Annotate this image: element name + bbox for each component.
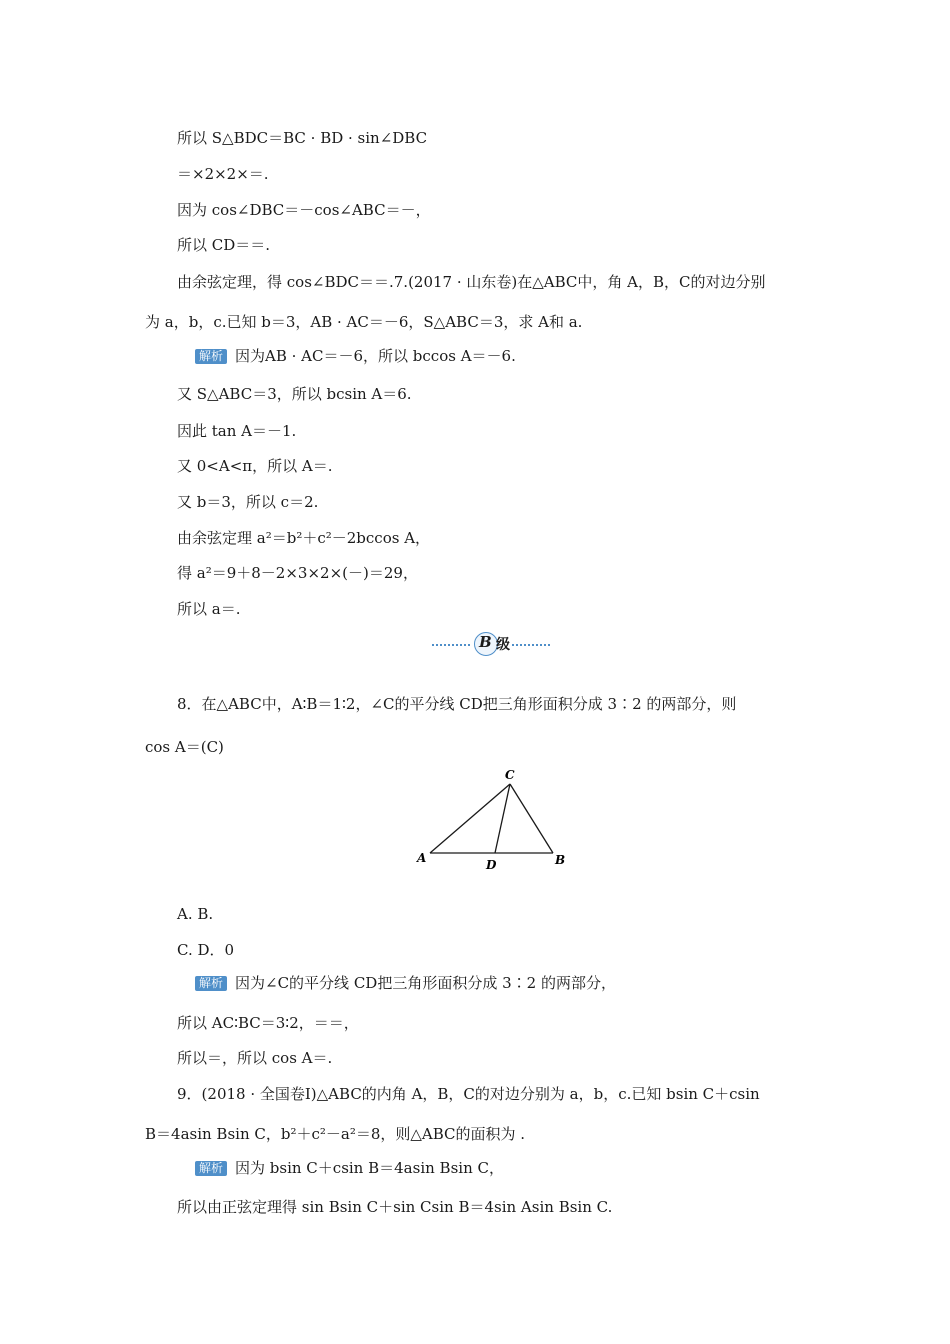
solution-line xyxy=(195,973,616,993)
text-line: 因为 bsin C＋csin B＝4asin Bsin C， xyxy=(235,1159,504,1177)
text-line: 因此 tan A＝－1. xyxy=(177,422,297,440)
jiexi-tag: 解析 xyxy=(195,1161,227,1176)
text-line: 又 b＝3，所以 c＝2. xyxy=(177,493,319,511)
badge-letter: B xyxy=(479,633,492,651)
triangle-figure xyxy=(410,764,580,874)
jiexi-tag: 解析 xyxy=(195,976,227,991)
text-line: ＝×2×2×＝. xyxy=(177,165,269,183)
side-bc xyxy=(510,784,553,853)
text-line: 所以＝，所以 cos A＝. xyxy=(177,1049,333,1067)
text-line: 8．在△ABC中，A∶B＝1∶2，∠C的平分线 CD把三角形面积分成 3∶2 的两部分，则 xyxy=(177,695,737,713)
label-b: B xyxy=(555,853,566,867)
b-level-badge xyxy=(474,631,508,657)
text-line: 所以由正弦定理得 sin Bsin C＋sin Csin B＝4sin Asin Bsin C. xyxy=(177,1198,613,1216)
text-line: 所以 a＝. xyxy=(177,600,241,618)
solution-line xyxy=(195,1158,504,1178)
text-line: 为 a，b，c.已知 b＝3，AB · AC＝－6，S△ABC＝3，求 A和 a. xyxy=(145,313,583,331)
text-line: 9．(2018 · 全国卷Ⅰ)△ABC的内角 A，B，C的对边分别为 a，b，c.已知 bsin C＋csin xyxy=(177,1085,760,1103)
badge-label: 级 xyxy=(496,637,510,653)
text-line: 由余弦定理 a²＝b²＋c²－2bccos A， xyxy=(177,529,431,547)
text-line: 所以 CD＝＝. xyxy=(177,236,271,254)
text-line: 因为∠C的平分线 CD把三角形面积分成 3∶2 的两部分， xyxy=(235,974,616,992)
jiexi-tag: 解析 xyxy=(195,349,227,364)
divider-dots-left xyxy=(432,644,470,646)
text-line: 得 a²＝9＋8－2×3×2×(－)＝29， xyxy=(177,564,418,582)
side-ac xyxy=(430,784,510,853)
text-line: C. D．0 xyxy=(177,941,235,959)
text-line: 又 0<A<π，所以 A＝. xyxy=(177,457,333,475)
b-level-divider xyxy=(432,631,550,659)
divider-dots-right xyxy=(512,644,550,646)
text-line: cos A＝(C) xyxy=(145,738,224,756)
text-line: A. B. xyxy=(177,905,214,923)
text-line: 所以 S△BDC＝BC · BD · sin∠DBC xyxy=(177,129,428,147)
solution-line xyxy=(195,346,516,366)
text-line: 因为AB · AC＝－6，所以 bccos A＝－6. xyxy=(235,347,516,365)
label-a: A xyxy=(417,851,427,865)
text-line: 又 S△ABC＝3，所以 bcsin A＝6. xyxy=(177,385,412,403)
text-line: B＝4asin Bsin C，b²＋c²－a²＝8，则△ABC的面积为 . xyxy=(145,1125,526,1143)
text-line: 由余弦定理，得 cos∠BDC＝＝.7.(2017 · 山东卷)在△ABC中，角 A，B，C的对边分别 xyxy=(177,273,766,291)
label-c: C xyxy=(505,768,515,782)
label-d: D xyxy=(486,858,497,872)
text-line: 所以 AC∶BC＝3∶2，＝＝， xyxy=(177,1014,359,1032)
text-line: 因为 cos∠DBC＝－cos∠ABC＝－， xyxy=(177,201,431,219)
